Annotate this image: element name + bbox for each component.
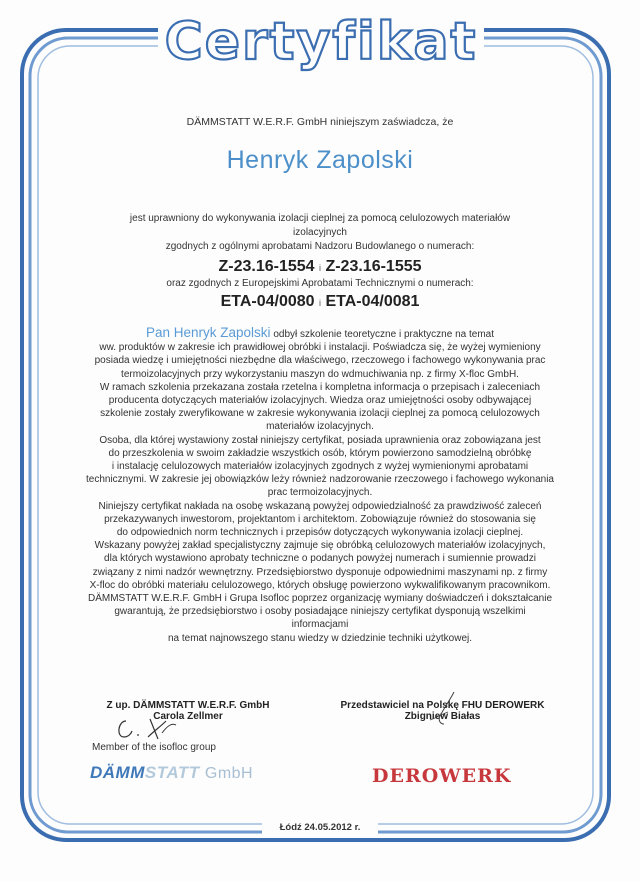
- date-container: [262, 817, 378, 835]
- body-line: związany z nimi nadzór wewnętrzny. Przedsiębiorstwo dysponuje odpowiednimi maszynami np. z firmy: [92, 566, 548, 578]
- body-line: producenta dotyczących materiałów izolacyjnych. Wiedza oraz umiejętności osoby odbywającej: [108, 395, 532, 407]
- dammstatt-logo: [90, 763, 253, 783]
- right-signature-scribble-icon: [410, 690, 470, 730]
- right-signatory-name: Zbigniew Białas: [404, 711, 481, 722]
- body-first-text: odbył szkolenie teoretyczne i praktyczne na temat: [270, 329, 494, 340]
- qualification-paragraph: [110, 212, 530, 310]
- body-line: na temat najnowszego stanu wiedzy w dziedzinie techniki użytkowej.: [167, 632, 473, 644]
- handwritten-signature-icon: [110, 715, 190, 743]
- logo-part-dam: DÄMM: [90, 763, 145, 782]
- body-line: do przeszkolenia w swoim zakładzie wszystkich osób, którym powierzono samodzielną obróbkę: [108, 447, 532, 459]
- derowerk-logo: DEROWERK: [372, 765, 512, 787]
- body-line: prac termoizolacyjnych.: [267, 487, 373, 499]
- body-text: [86, 326, 554, 645]
- title-container: [158, 12, 484, 72]
- body-line: materiałów izolacyjnych.: [266, 421, 374, 433]
- paragraph1-line1: jest uprawniony do wykonywania izolacji cieplnej za pomocą celulozowych materiałów izolacyjnych: [129, 213, 511, 238]
- member-text: Member of the isofloc group: [92, 742, 216, 753]
- recipient-name: Henryk Zapolski: [226, 146, 414, 174]
- body-line: Wskazany powyżej zakład specjalistyczny zajmuje się obróbką celulozowych materiałów izolacyjnych,: [94, 540, 546, 552]
- eta-number-1: ETA-04/0080: [220, 293, 315, 310]
- eta-number-2: ETA-04/0081: [325, 293, 420, 310]
- approval-number-1: Z-23.16-1554: [218, 258, 315, 275]
- approval-number-2: Z-23.16-1555: [325, 258, 422, 275]
- certificate-title: Certyfikat: [164, 12, 478, 72]
- body-first-line: [86, 326, 554, 341]
- body-line: Niniejszy certyfikat nakłada na osobę wskazaną powyżej odpowiedzialność za prawdziwość zaleceń: [98, 500, 542, 512]
- body-line: posiada wiedzę i umiejętności niezbędne dla właściwego, rzeczowego i fachowego wykonywania prac: [94, 355, 546, 367]
- pan-name: Pan Henryk Zapolski: [145, 325, 271, 340]
- body-line: dla których wystawiono aprobaty techniczne o podanych powyżej numerach i sumiennie prowadzi: [104, 553, 536, 565]
- body-line: do odpowiednich norm technicznych i przepisów dotyczących wykonywania izolacji cieplnej.: [116, 527, 524, 539]
- intro-text: DÄMMSTATT W.E.R.F. GmbH niniejszym zaświadcza, że: [186, 116, 454, 128]
- body-line: przekazywanych inwestorom, projektantom i architektom. Zobowiązuje również do stosowania się: [104, 513, 536, 525]
- body-line: technicznymi. W zakresie jej obowiązków leży również nadzorowanie rzeczowego i fachowego wykonania: [86, 474, 554, 486]
- approval-numbers: [110, 260, 530, 275]
- left-signature-heading: Z up. DÄMMSTATT W.E.R.F. GmbH: [106, 700, 270, 711]
- body-line: X-floc do obróbki materiału celulozowego, których obsługę powierzono wykwalifikowanym pracownikom.: [89, 579, 551, 591]
- paragraph1-line2: zgodnych z ogólnymi aprobatami Nadzoru Budowlanego o numerach:: [165, 241, 475, 252]
- issue-date: Łódź 24.05.2012 r.: [279, 822, 361, 833]
- body-line: W ramach szkolenia przekazana została rzetelna i kompletna informacja o przepisach i zaleceniach: [99, 381, 541, 393]
- body-line: ww. produktów w zakresie ich prawidłowej obróbki i instalacji. Poświadcza się, że wyżej wymieniony: [99, 342, 541, 354]
- right-signature-heading: Przedstawiciel na Polskę FHU DEROWERK: [340, 700, 545, 711]
- eta-separator: i: [319, 298, 321, 308]
- approval-separator: i: [319, 263, 321, 273]
- body-line: szkolenie zostały zweryfikowane w zakresie wykonywania izolacji cieplnej za pomocą celulozowych: [100, 408, 540, 420]
- body-line: DÄMMSTATT W.E.R.F. GmbH i Grupa Isofloc poprzez organizację wymiany doświadczeń i dokształcanie: [87, 593, 553, 605]
- body-line: i instalację celulozowych materiałów izolacyjnych zgodnych z wyżej wymienionymi aprobatami: [111, 461, 529, 473]
- body-line: gwarantują, że przedsiębiorstwo i osoby posiadające niniejszy certyfikat dysponują wszelkimi informacjami: [114, 606, 526, 631]
- paragraph2: oraz zgodnych z Europejskimi Aprobatami Technicznymi o numerach:: [166, 278, 474, 289]
- logo-part-gmbh: GmbH: [204, 765, 254, 782]
- eta-numbers: [110, 295, 530, 310]
- logo-part-statt: STATT: [144, 763, 200, 782]
- body-line: termoizolacyjnych przy wykorzystaniu maszyn do wdmuchiwania np. z firmy X-floc GmbH.: [121, 368, 519, 380]
- left-signatory-name: Carola Zellmer: [153, 711, 223, 722]
- body-line: Osoba, dla której wystawiony został niniejszy certyfikat, posiada uprawnienia oraz zobowiązana jest: [99, 434, 541, 446]
